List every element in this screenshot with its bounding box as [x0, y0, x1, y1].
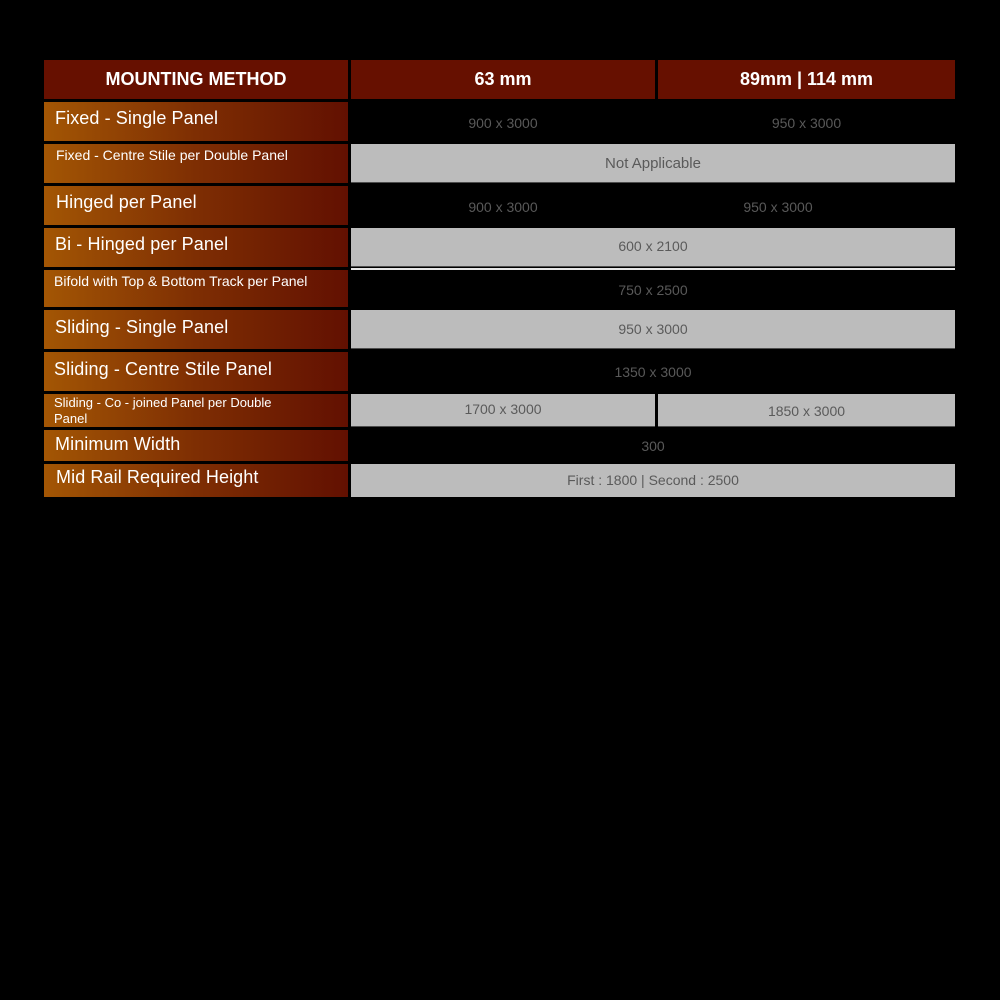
row-value-63mm: 900 x 3000 — [351, 186, 655, 225]
row-value-89-114mm: 950 x 3000 — [658, 102, 955, 141]
row-label: Sliding - Centre Stile Panel — [44, 352, 348, 391]
row-label: Minimum Width — [44, 430, 348, 461]
header-63mm: 63 mm — [351, 60, 655, 99]
row-value: 1350 x 3000 — [351, 352, 955, 391]
table-row — [44, 102, 955, 141]
row-label: Mid Rail Required Height — [44, 464, 348, 497]
row-value: 950 x 3000 — [351, 310, 955, 349]
table-row — [44, 186, 955, 225]
row-value-89-114mm: 1850 x 3000 — [658, 394, 955, 427]
row-label: Bifold with Top & Bottom Track per Panel — [44, 270, 348, 307]
row-value: 750 x 2500 — [351, 270, 955, 307]
row-label: Fixed - Centre Stile per Double Panel — [44, 144, 348, 183]
row-label: Fixed - Single Panel — [44, 102, 348, 141]
row-label: Bi - Hinged per Panel — [44, 228, 348, 267]
header-mounting-method: MOUNTING METHOD — [44, 60, 348, 99]
table-row — [44, 394, 955, 427]
table-row — [44, 310, 955, 349]
row-value: 600 x 2100 — [351, 228, 955, 267]
table-row — [44, 228, 955, 267]
row-value: Not Applicable — [351, 144, 955, 183]
table-header-row — [44, 60, 955, 99]
table-row — [44, 352, 955, 391]
table-row — [44, 144, 955, 183]
table-row — [44, 270, 955, 307]
header-89-114mm: 89mm | 114 mm — [658, 60, 955, 99]
table-row — [44, 430, 955, 461]
row-label: Hinged per Panel — [44, 186, 348, 225]
table-row — [44, 464, 955, 497]
row-label: Sliding - Single Panel — [44, 310, 348, 349]
row-label: Sliding - Co - joined Panel per Double Panel — [44, 394, 348, 427]
row-value: 300 — [351, 430, 955, 461]
row-value-63mm: 900 x 3000 — [351, 102, 655, 141]
row-value-63mm: 1700 x 3000 — [351, 394, 655, 427]
row-value-89-114mm: 950 x 3000 — [658, 186, 898, 225]
row-value: First : 1800 | Second : 2500 — [351, 464, 955, 497]
